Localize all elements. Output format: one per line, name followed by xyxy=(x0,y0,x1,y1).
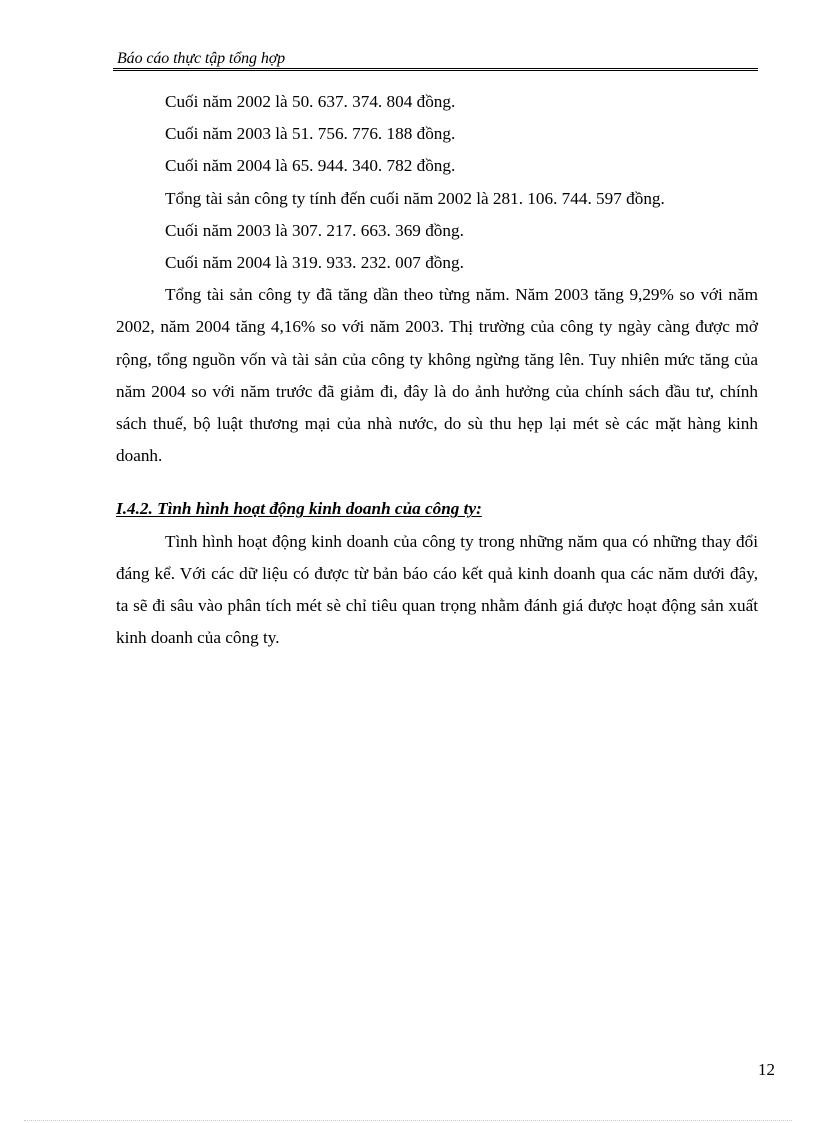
section-heading: I.4.2. Tình hình hoạt động kinh doanh của công ty: xyxy=(116,499,482,519)
text-line: Cuối năm 2004 là 65. 944. 340. 782 đồng. xyxy=(165,156,456,176)
section-paragraph: Tình hình hoạt động kinh doanh của công ty trong những năm qua có những thay đổi đáng kể. Với các dữ liệu có được từ bản báo cáo kết quả kinh doanh qua các năm dưới đây, ta sẽ đi sâu vào phân tích mét sè chỉ tiêu quan trọng nhằm đánh giá được hoạt động sản xuất kinh doanh của công ty. xyxy=(116,531,758,648)
header-title: Báo cáo thực tập tổng hợp xyxy=(117,50,286,67)
text-line: Tổng tài sản công ty tính đến cuối năm 2002 là 281. 106. 744. 597 đồng. xyxy=(165,188,665,208)
page-number: 12 xyxy=(758,1060,775,1079)
text-line: Cuối năm 2002 là 50. 637. 374. 804 đồng. xyxy=(165,92,456,111)
page-bottom-divider xyxy=(24,1120,792,1121)
body-paragraph: Tổng tài sản công ty đã tăng dần theo từng năm. Năm 2003 tăng 9,29% so với năm 2002, năm 2004 tăng 4,16% so với năm 2003. Thị trường của công ty ngày càng được mở rộng, tổng nguồn vốn và tài sản của công ty không ngừng tăng lên. Tuy nhiên mức tăng của năm 2004 so với năm trước đã giảm đi, đây là do ảnh hưởng của chính sách đầu tư, chính sách thuế, bộ luật thương mại của nhà nước, do sù thu hẹp lại mét sè các mặt hàng kinh doanh. xyxy=(116,285,758,466)
text-line: Cuối năm 2004 là 319. 933. 232. 007 đồng. xyxy=(165,253,464,273)
page-header xyxy=(113,48,758,70)
header-divider xyxy=(113,68,758,71)
document-body xyxy=(116,86,758,654)
text-line: Cuối năm 2003 là 307. 217. 663. 369 đồng. xyxy=(165,220,464,240)
text-line: Cuối năm 2003 là 51. 756. 776. 188 đồng. xyxy=(165,124,456,144)
